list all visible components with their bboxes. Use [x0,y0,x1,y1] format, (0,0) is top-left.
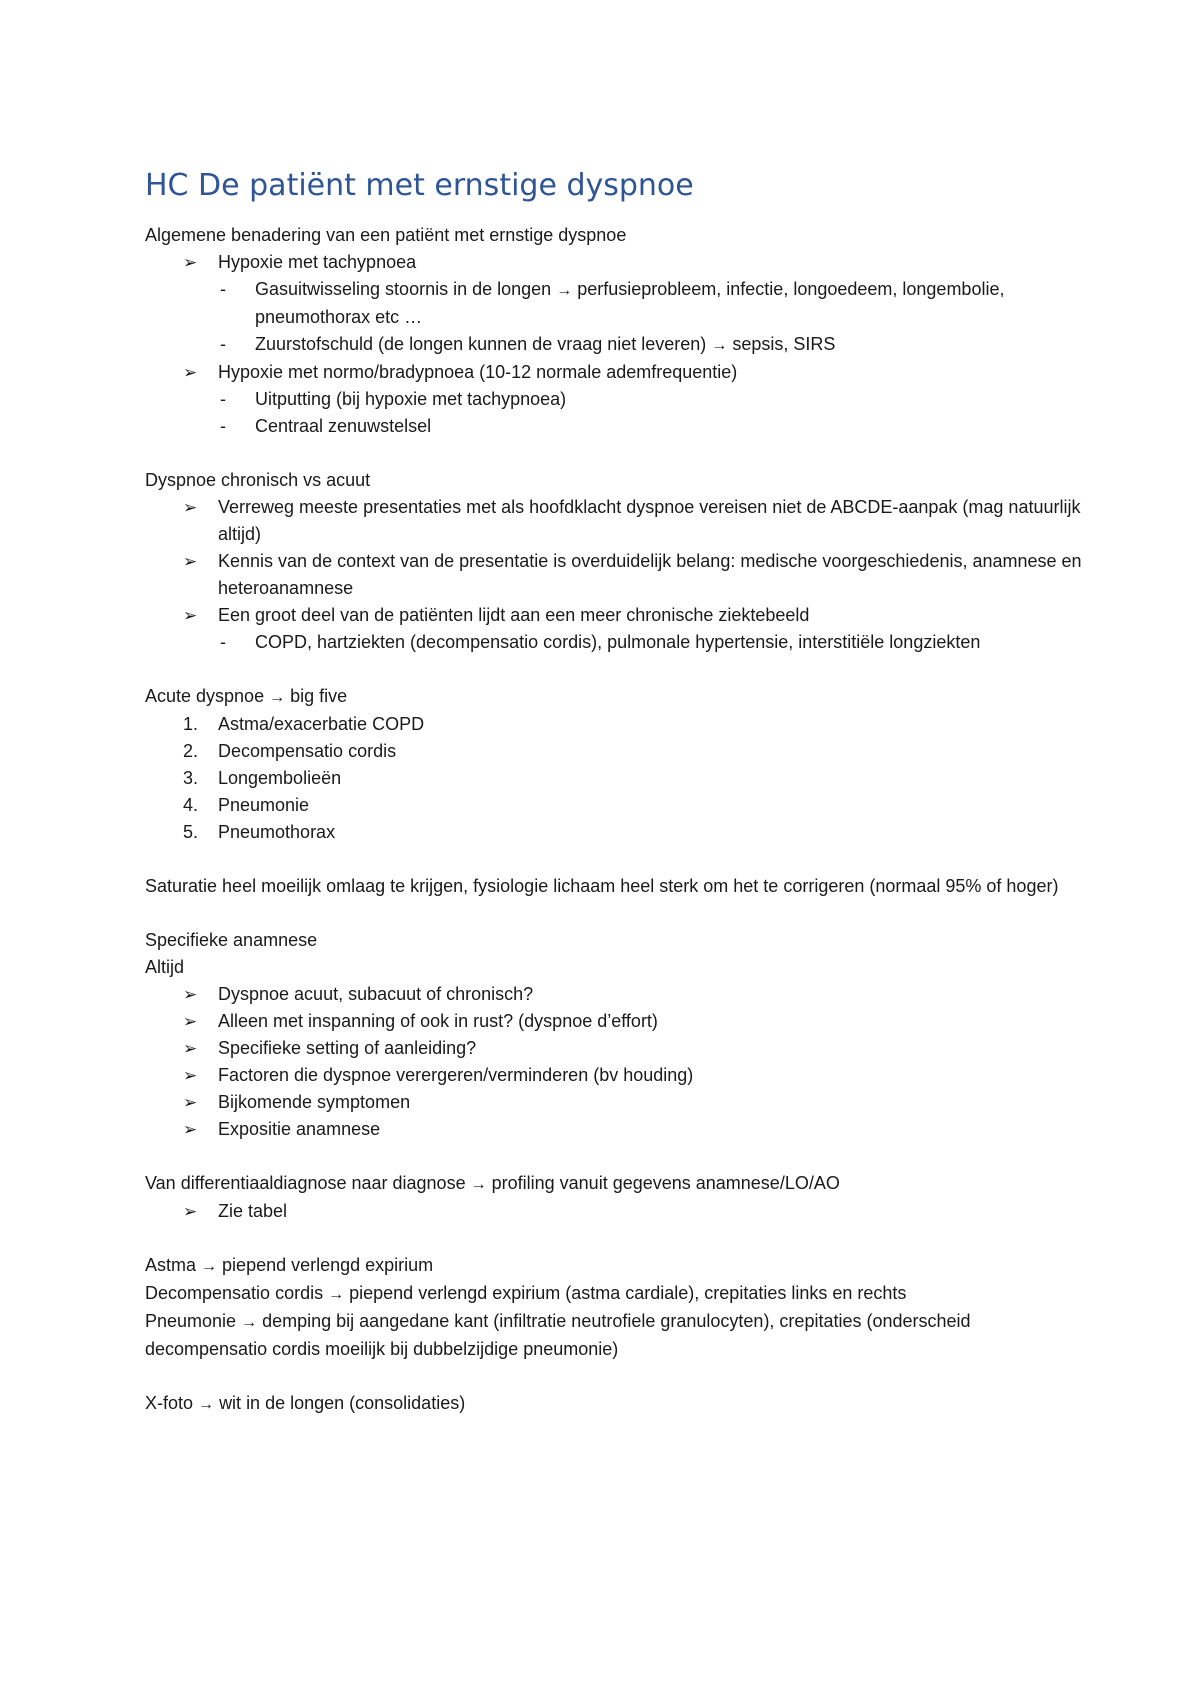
list-item: - Centraal zenuwstelsel [145,413,1085,440]
decompensatio-line: Decompensatio cordis → piepend verlengd expirium (astma cardiale), crepitaties links en rechts [145,1283,907,1303]
numbered-item: 2. Decompensatio cordis [183,741,397,761]
list-item: ➢ Factoren die dyspnoe verergeren/verminderen (bv houding) [145,1062,1085,1089]
right-arrow-icon: → [328,1286,345,1303]
document-page [145,168,1085,1418]
arrow-bullet-icon: ➢ [183,253,198,272]
numbered-item: 4. Pneumonie [183,795,310,815]
dash-bullet: - [220,416,226,436]
list-item: - Gasuitwisseling stoornis in de longen → perfusieprobleem, infectie, longoedeem, longembolie, pneumothorax etc … [145,276,1085,331]
right-arrow-icon: → [711,337,728,354]
section-heading-specific-anamnesis: Specifieke anamnese [145,930,318,950]
right-arrow-icon: → [556,282,573,299]
right-arrow-icon: → [241,1314,258,1331]
subheading-always: Altijd [145,957,185,977]
list-item: ➢ Een groot deel van de patiënten lijdt aan een meer chronische ziektebeeld [145,602,1085,629]
list-item: ➢ Kennis van de context van de presentatie is overduidelijk belang: medische voorgeschiedenis, anamnese en heteroanamnese [145,548,1085,602]
page-title: HC De patiënt met ernstige dyspnoe [145,168,694,203]
list-item: ➢ Hypoxie met tachypnoea [145,249,1085,276]
list-item: ➢ Verreweg meeste presentaties met als hoofdklacht dyspnoe vereisen niet de ABCDE-aanpak (mag natuurlijk altijd) [145,494,1085,548]
dash-bullet: - [220,389,226,409]
list-item: ➢ Hypoxie met normo/bradypnoea (10-12 normale ademfrequentie) [145,359,1085,386]
numbered-item: 1. Astma/exacerbatie COPD [183,714,425,734]
arrow-bullet-icon: ➢ [183,606,198,625]
arrow-bullet-icon: ➢ [183,1039,198,1058]
arrow-bullet-icon: ➢ [183,1202,198,1221]
dash-bullet: - [220,632,226,652]
arrow-bullet-icon: ➢ [183,552,198,571]
list-item: ➢ Dyspnoe acuut, subacuut of chronisch? [145,981,1085,1008]
list-item: ➢ Alleen met inspanning of ook in rust? (dyspnoe d’effort) [145,1008,1085,1035]
arrow-bullet-icon: ➢ [183,1093,198,1112]
arrow-bullet-icon: ➢ [183,1120,198,1139]
list-item: ➢ Expositie anamnese [145,1116,1085,1143]
saturation-paragraph: Saturatie heel moeilijk omlaag te krijgen, fysiologie lichaam heel sterk om het te corrigeren (normaal 95% of hoger) [145,876,1059,896]
section-heading-chronic-vs-acute: Dyspnoe chronisch vs acuut [145,470,371,490]
list-item: - Uitputting (bij hypoxie met tachypnoea) [145,386,1085,413]
right-arrow-icon: → [269,689,286,706]
arrow-bullet-icon: ➢ [183,1012,198,1031]
section-heading-differential-diagnosis: Van differentiaaldiagnose naar diagnose → profiling vanuit gegevens anamnese/LO/AO [145,1173,840,1193]
right-arrow-icon: → [198,1396,215,1413]
arrow-bullet-icon: ➢ [183,498,198,517]
list-item: ➢ Bijkomende symptomen [145,1089,1085,1116]
right-arrow-icon: → [470,1176,487,1193]
section-heading-general-approach: Algemene benadering van een patiënt met ernstige dyspnoe [145,225,627,245]
xfoto-line: X-foto → wit in de longen (consolidaties) [145,1393,466,1413]
list-item: - Zuurstofschuld (de longen kunnen de vraag niet leveren) → sepsis, SIRS [145,331,1085,359]
astma-line: Astma → piepend verlengd expirium [145,1255,434,1275]
arrow-bullet-icon: ➢ [183,985,198,1004]
arrow-bullet-icon: ➢ [183,363,198,382]
section-heading-acute-dyspnoe: Acute dyspnoe → big five [145,686,348,706]
right-arrow-icon: → [201,1258,218,1275]
numbered-item: 3. Longembolieën [183,768,342,788]
list-item: ➢ Specifieke setting of aanleiding? [145,1035,1085,1062]
list-item: - COPD, hartziekten (decompensatio cordis), pulmonale hypertensie, interstitiële longziekten [145,629,1085,656]
dash-bullet: - [220,279,226,299]
dash-bullet: - [220,334,226,354]
arrow-bullet-icon: ➢ [183,1066,198,1085]
numbered-item: 5. Pneumothorax [183,822,336,842]
pneumonie-line: Pneumonie → demping bij aangedane kant (infiltratie neutrofiele granulocyten), crepitaties (onderscheid decompensatio cordis moeilijk bij dubbelzijdige pneumonie) [145,1311,971,1359]
list-item: ➢ Zie tabel [145,1198,1085,1225]
